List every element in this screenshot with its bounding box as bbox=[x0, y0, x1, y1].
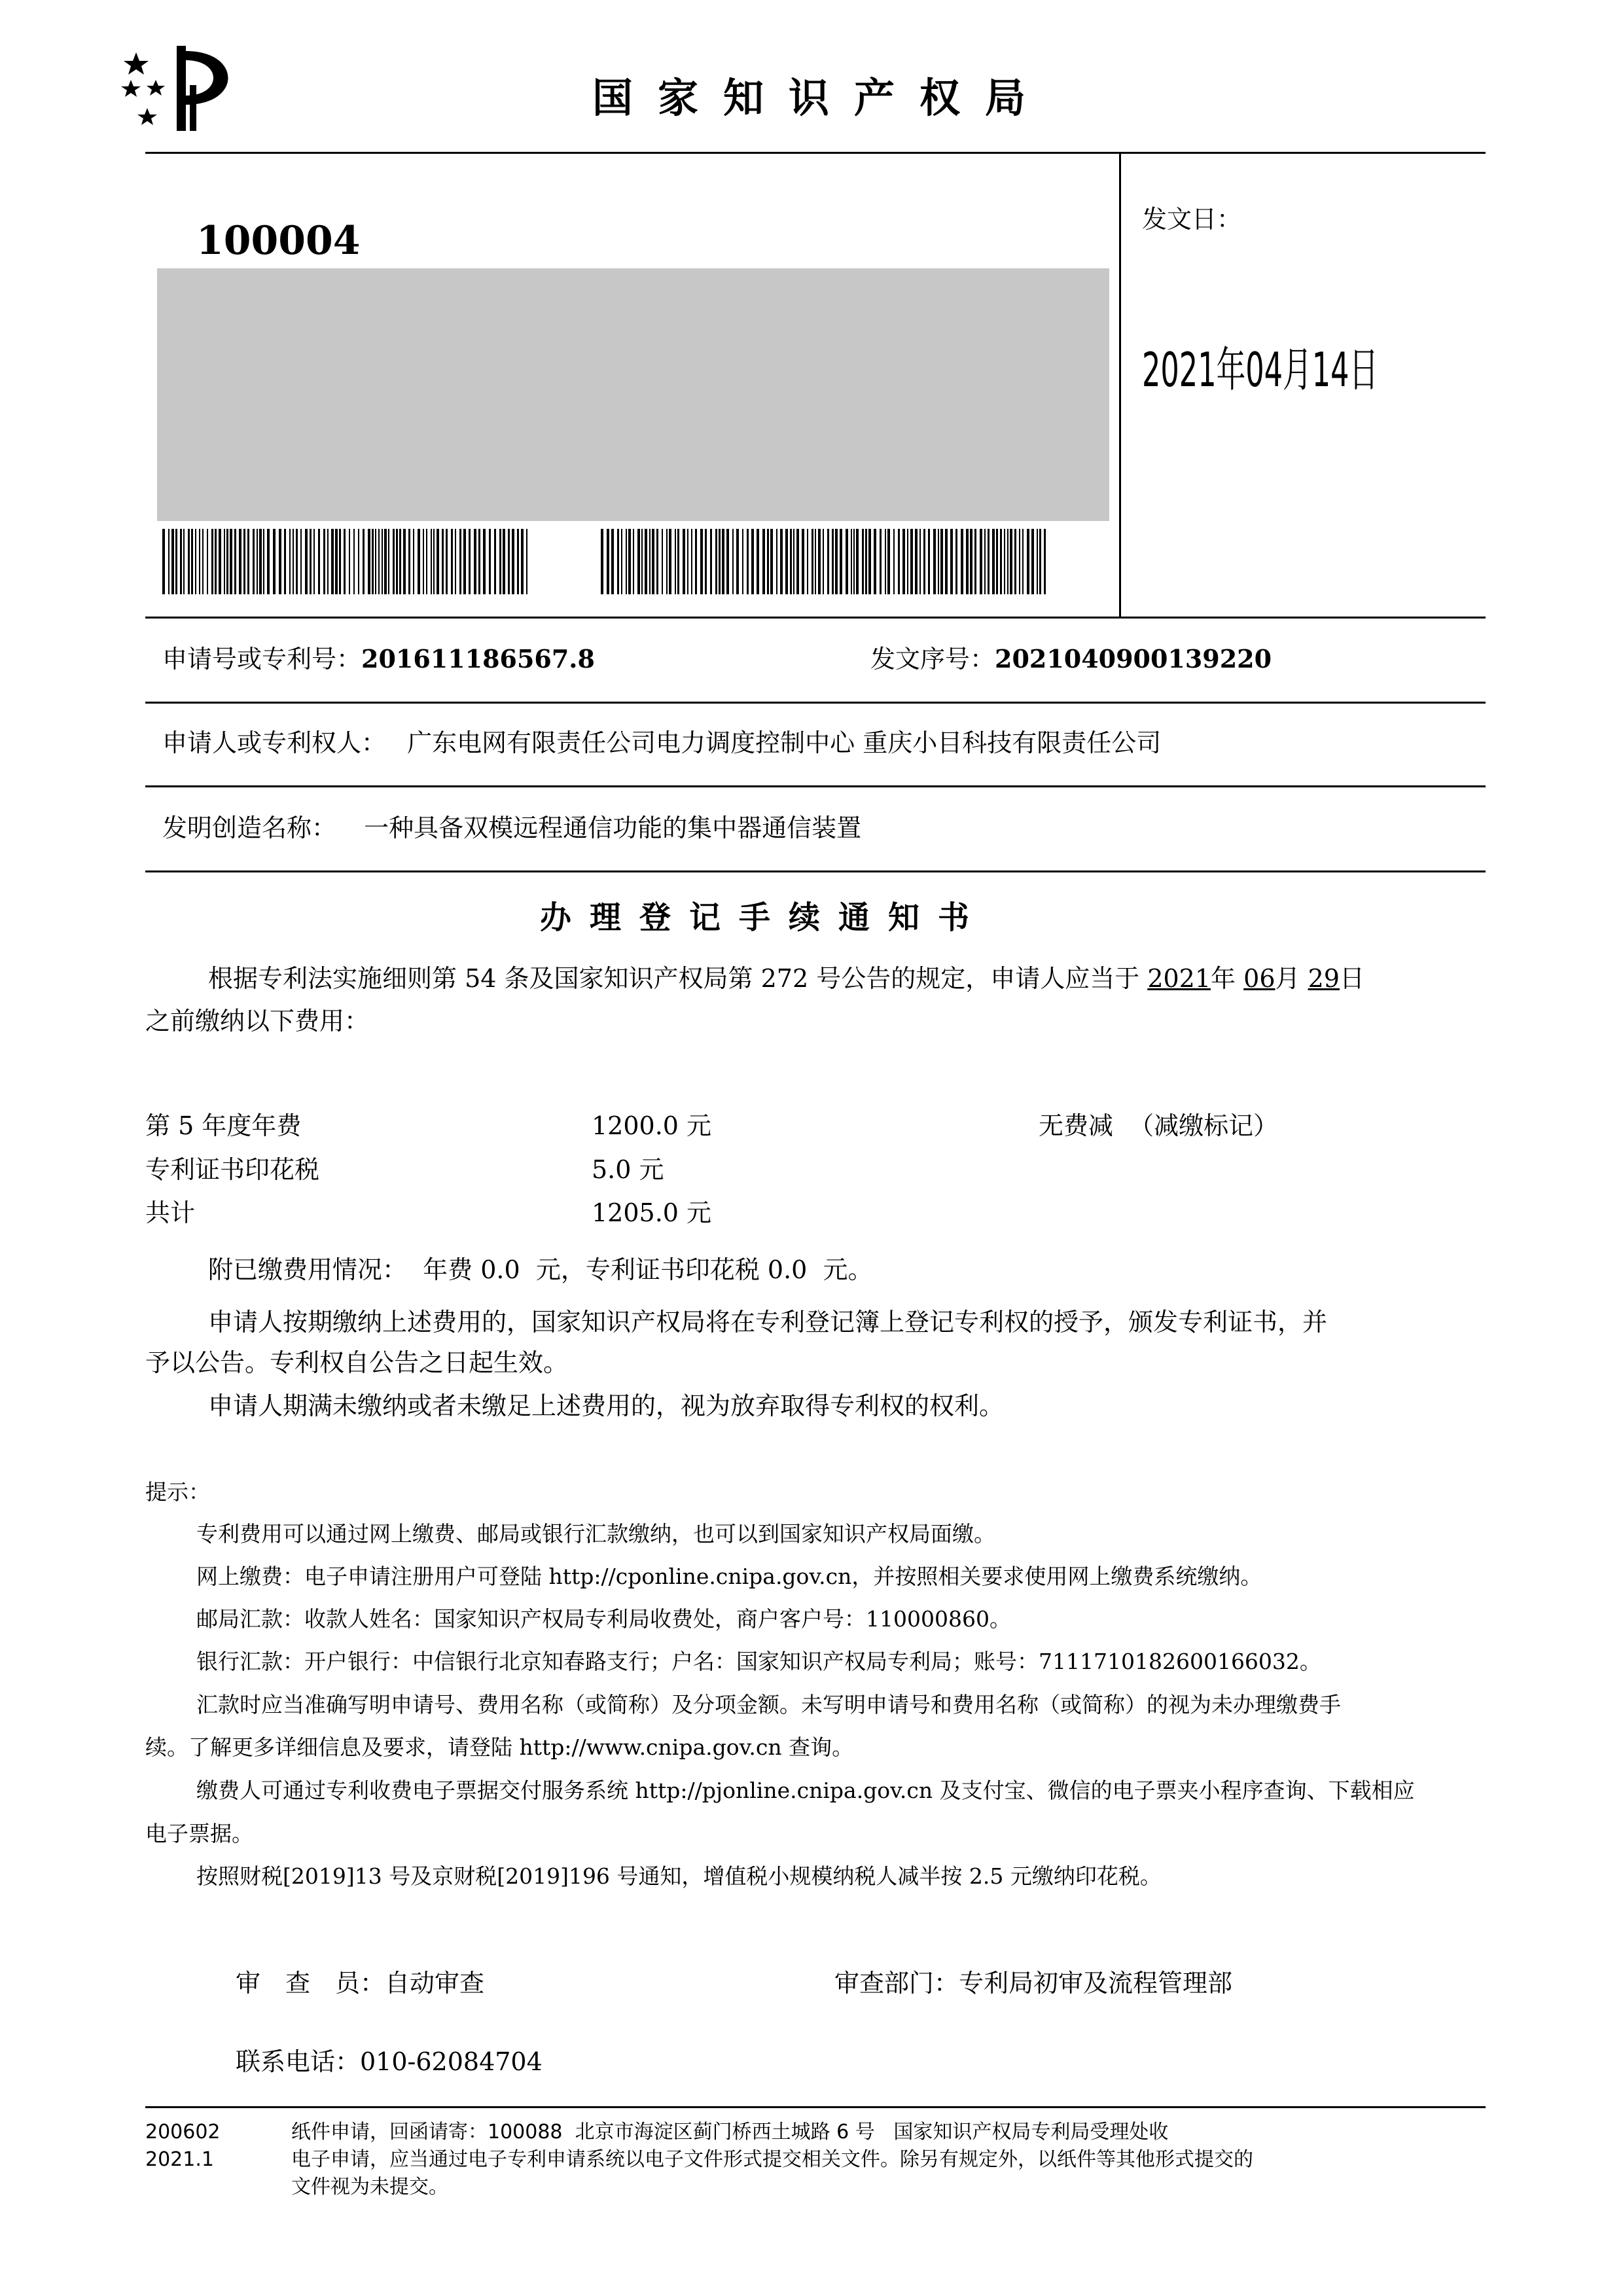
deadline-month: 06 bbox=[1243, 964, 1275, 993]
info-divider-4 bbox=[145, 870, 1486, 872]
tip-line: 网上缴费：电子申请注册用户可登陆 http://cponline.cnipa.gov.cn，并按照相关要求使用网上缴费系统缴纳。 bbox=[196, 1564, 1262, 1589]
notice-paragraph-2: 申请人期满未缴纳或者未缴足上述费用的，视为放弃取得专利权的权利。 bbox=[208, 1391, 1005, 1420]
form-code: 200602 bbox=[145, 2121, 221, 2144]
applicant-label: 申请人或专利权人： bbox=[162, 728, 387, 757]
deadline-year: 2021 bbox=[1147, 964, 1211, 993]
invention-title: 一种具备双模远程通信功能的集中器通信装置 bbox=[364, 814, 862, 842]
fee-name: 专利证书印花税 bbox=[145, 1155, 320, 1184]
form-version: 2021.1 bbox=[145, 2148, 214, 2171]
footer-divider bbox=[145, 2106, 1486, 2108]
info-divider-2 bbox=[145, 702, 1486, 704]
application-number: 201611186567.8 bbox=[361, 644, 595, 673]
serial-number-row bbox=[870, 643, 1272, 675]
paid-fees: 附已缴费用情况： 年费 0.0 元，专利证书印花税 0.0 元。 bbox=[208, 1255, 873, 1284]
issue-date: 2021年04月14日 bbox=[1142, 342, 1379, 397]
tip-line: 缴费人可通过专利收费电子票据交付服务系统 http://pjonline.cnipa.gov.cn 及支付宝、微信的电子票夹小程序查询、下载相应 bbox=[196, 1778, 1415, 1803]
serial-number: 2021040900139220 bbox=[995, 644, 1272, 673]
notice-paragraph-1: 申请人按期缴纳上述费用的，国家知识产权局将在专利登记簿上登记专利权的授予，颁发专利证书，并 bbox=[208, 1308, 1328, 1336]
tip-line: 专利费用可以通过网上缴费、邮局或银行汇款缴纳，也可以到国家知识产权局面缴。 bbox=[196, 1521, 995, 1547]
tip-line: 汇款时应当准确写明申请号、费用名称（或简称）及分项金额。未写明申请号和费用名称（或简称）的视为未办理缴费手 bbox=[196, 1692, 1341, 1717]
notice-intro-continued: 之前缴纳以下费用： bbox=[145, 1007, 370, 1035]
applicant: 广东电网有限责任公司电力调度控制中心 重庆小目科技有限责任公司 bbox=[407, 728, 1162, 757]
tip-line: 邮局汇款：收款人姓名：国家知识产权局专利局收费处，商户客户号：110000860。 bbox=[196, 1606, 1011, 1632]
examining-department: 审查部门：专利局初审及流程管理部 bbox=[834, 1969, 1233, 1998]
tips-label: 提示： bbox=[145, 1479, 210, 1505]
fee-name: 共计 bbox=[145, 1198, 196, 1227]
tip-line: 按照财税[2019]13 号及京财税[2019]196 号通知，增值税小规模纳税人减半按 2.5 元缴纳印花税。 bbox=[196, 1863, 1162, 1889]
deadline-day-char: 日 bbox=[1339, 964, 1364, 993]
postcode: 100004 bbox=[196, 218, 361, 264]
fee-row bbox=[145, 1109, 1487, 1142]
deadline-month-char: 月 bbox=[1275, 964, 1300, 993]
applicant-row bbox=[162, 726, 1161, 759]
fee-row bbox=[145, 1153, 1487, 1186]
intro-text: 根据专利法实施细则第 54 条及国家知识产权局第 272 号公告的规定，申请人应当于 bbox=[208, 964, 1140, 993]
notice-title: 办理登记手续通知书 bbox=[540, 899, 988, 936]
agency-logo bbox=[118, 39, 249, 137]
barcode-right bbox=[601, 529, 1046, 594]
tip-line: 电子票据。 bbox=[145, 1821, 253, 1846]
deadline-year-char: 年 bbox=[1211, 964, 1236, 993]
info-divider-3 bbox=[145, 785, 1486, 787]
fee-note: 无费减 （减缴标记） bbox=[1039, 1111, 1279, 1140]
fee-amount: 5.0 元 bbox=[592, 1155, 664, 1184]
footer-electronic-notice: 电子申请，应当通过电子专利申请系统以电子文件形式提交相关文件。除另有规定外，以纸件等其他形式提交的 bbox=[291, 2148, 1253, 2171]
deadline-day: 29 bbox=[1308, 964, 1340, 993]
fee-row-total bbox=[145, 1196, 1487, 1229]
footer-electronic-notice-continued: 文件视为未提交。 bbox=[291, 2176, 448, 2198]
notice-paragraph-1-continued: 予以公告。专利权自公告之日起生效。 bbox=[145, 1348, 569, 1377]
tip-line: 银行汇款：开户银行：中信银行北京知春路支行；户名：国家知识产权局专利局；账号：7111710182600166032。 bbox=[196, 1649, 1321, 1674]
fee-amount: 1200.0 元 bbox=[592, 1111, 712, 1140]
application-number-row bbox=[162, 643, 595, 675]
info-divider-1 bbox=[145, 617, 1486, 619]
address-redacted-block bbox=[157, 268, 1109, 521]
issue-date-label: 发文日： bbox=[1142, 205, 1242, 234]
header-divider bbox=[145, 152, 1486, 154]
serial-number-label: 发文序号： bbox=[870, 645, 995, 673]
fee-amount: 1205.0 元 bbox=[592, 1198, 712, 1227]
barcode-left bbox=[162, 529, 529, 594]
agency-title: 国家知识产权局 bbox=[592, 74, 1051, 122]
footer-paper-notice: 纸件申请，回函请寄：100088 北京市海淀区蓟门桥西土城路 6 号 国家知识产权局专利局受理处收 bbox=[291, 2121, 1169, 2144]
application-number-label: 申请号或专利号： bbox=[162, 645, 362, 673]
notice-intro bbox=[208, 962, 1364, 995]
fee-name: 第 5 年度年费 bbox=[145, 1111, 302, 1140]
invention-label: 发明创造名称： bbox=[162, 814, 337, 842]
tip-line: 续。了解更多详细信息及要求，请登陆 http://www.cnipa.gov.cn 查询。 bbox=[145, 1734, 854, 1760]
contact-phone: 联系电话：010-62084704 bbox=[236, 2047, 543, 2076]
examiner: 审 查 员：自动审查 bbox=[236, 1969, 485, 1998]
header-vertical-divider bbox=[1119, 152, 1121, 618]
invention-row bbox=[162, 812, 861, 844]
